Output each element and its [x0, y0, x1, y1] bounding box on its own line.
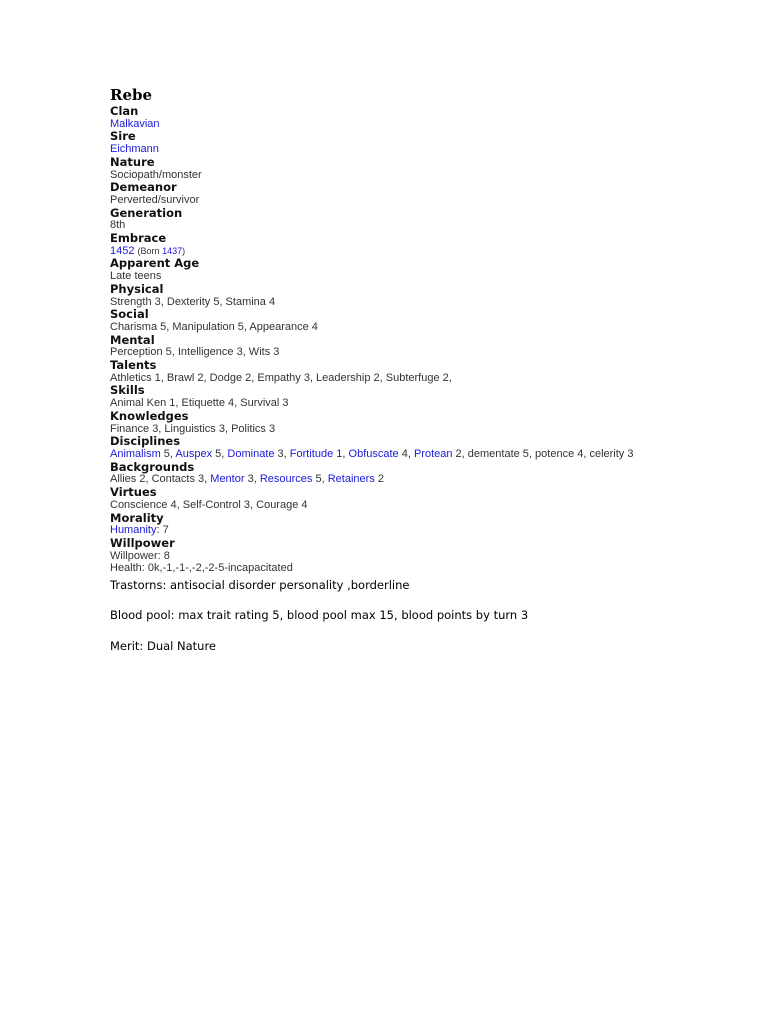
physical-label: Physical: [110, 281, 164, 296]
born-prefix: (Born: [137, 245, 163, 256]
virtues-value: Conscience 4, Self-Control 3, Courage 4: [110, 498, 308, 511]
animalism-link[interactable]: Animalism: [110, 447, 161, 460]
demeanor-label: Demeanor: [110, 180, 177, 195]
blood-pool-line: Blood pool: max trait rating 5, blood pool max 15, blood points by turn 3: [110, 608, 529, 623]
nature-value: Sociopath/monster: [110, 168, 202, 181]
protean-link[interactable]: Protean: [413, 447, 453, 460]
social-label: Social: [110, 307, 149, 322]
apparent-age-value: Late teens: [110, 270, 162, 283]
resources-rating: 5,: [312, 473, 328, 486]
character-sheet: [110, 86, 670, 654]
fortitude-rating: 1,: [333, 447, 349, 460]
knowledges-label: Knowledges: [110, 408, 189, 423]
knowledges-value: Finance 3, Linguistics 3, Politics 3: [110, 422, 276, 435]
talents-label: Talents: [110, 358, 157, 373]
sire-value: [110, 143, 670, 156]
auspex-link[interactable]: Auspex: [175, 447, 213, 460]
apparent-age-label: Apparent Age: [110, 256, 200, 271]
clan-link[interactable]: Malkavian: [110, 117, 160, 130]
born-suffix: ): [182, 245, 186, 256]
mentor-rating: 3,: [244, 473, 260, 486]
sire-label: Sire: [110, 129, 136, 144]
backgrounds-value: [110, 473, 670, 486]
health-value: Health: 0k,-1,-1-,-2,-2-5-incapacitated: [110, 562, 293, 575]
auspex-rating: 5,: [212, 447, 228, 460]
retainers-rating: 2: [374, 473, 384, 486]
backgrounds-prefix: Allies 2, Contacts 3,: [110, 473, 211, 486]
humanity-rating: : 7: [156, 524, 169, 537]
morality-label: Morality: [110, 510, 164, 525]
clan-value: [110, 118, 670, 131]
demeanor-value: Perverted/survivor: [110, 193, 200, 206]
mentor-link[interactable]: Mentor: [210, 473, 245, 486]
skills-label: Skills: [110, 383, 145, 398]
trastorns-line: Trastorns: antisocial disorder personality ,borderline: [110, 578, 410, 593]
morality-value: [110, 524, 670, 537]
virtues-label: Virtues: [110, 485, 157, 500]
disciplines-value: [110, 448, 670, 461]
embrace-year-link[interactable]: 1452: [110, 244, 135, 257]
nature-label: Nature: [110, 154, 155, 169]
obfuscate-link[interactable]: Obfuscate: [348, 447, 399, 460]
dominate-link[interactable]: Dominate: [227, 447, 275, 460]
talents-value: Athletics 1, Brawl 2, Dodge 2, Empathy 3, Leadership 2, Subterfuge 2,: [110, 371, 452, 384]
physical-value: Strength 3, Dexterity 5, Stamina 4: [110, 295, 276, 308]
protean-rating: 2, dementate 5, potence 4, celerity 3: [452, 447, 634, 460]
willpower-label: Willpower: [110, 535, 175, 550]
humanity-link[interactable]: Humanity: [110, 524, 157, 537]
retainers-link[interactable]: Retainers: [327, 473, 375, 486]
obfuscate-rating: 4,: [398, 447, 414, 460]
dominate-rating: 3,: [274, 447, 290, 460]
resources-link[interactable]: Resources: [259, 473, 313, 486]
animalism-rating: 5,: [160, 447, 176, 460]
social-value: Charisma 5, Manipulation 5, Appearance 4: [110, 320, 318, 333]
backgrounds-label: Backgrounds: [110, 459, 195, 474]
embrace-label: Embrace: [110, 231, 167, 246]
skills-value: Animal Ken 1, Etiquette 4, Survival 3: [110, 397, 289, 410]
page-title: Rebe: [110, 86, 153, 104]
born-year-link[interactable]: 1437: [162, 245, 183, 256]
fortitude-link[interactable]: Fortitude: [289, 447, 334, 460]
disciplines-label: Disciplines: [110, 434, 181, 449]
sire-link[interactable]: Eichmann: [110, 143, 159, 156]
generation-value: 8th: [110, 219, 126, 232]
willpower-value: Willpower: 8: [110, 549, 170, 562]
mental-value: Perception 5, Intelligence 3, Wits 3: [110, 346, 280, 359]
mental-label: Mental: [110, 332, 155, 347]
clan-label: Clan: [110, 104, 139, 118]
merit-line: Merit: Dual Nature: [110, 639, 216, 654]
generation-label: Generation: [110, 205, 183, 220]
